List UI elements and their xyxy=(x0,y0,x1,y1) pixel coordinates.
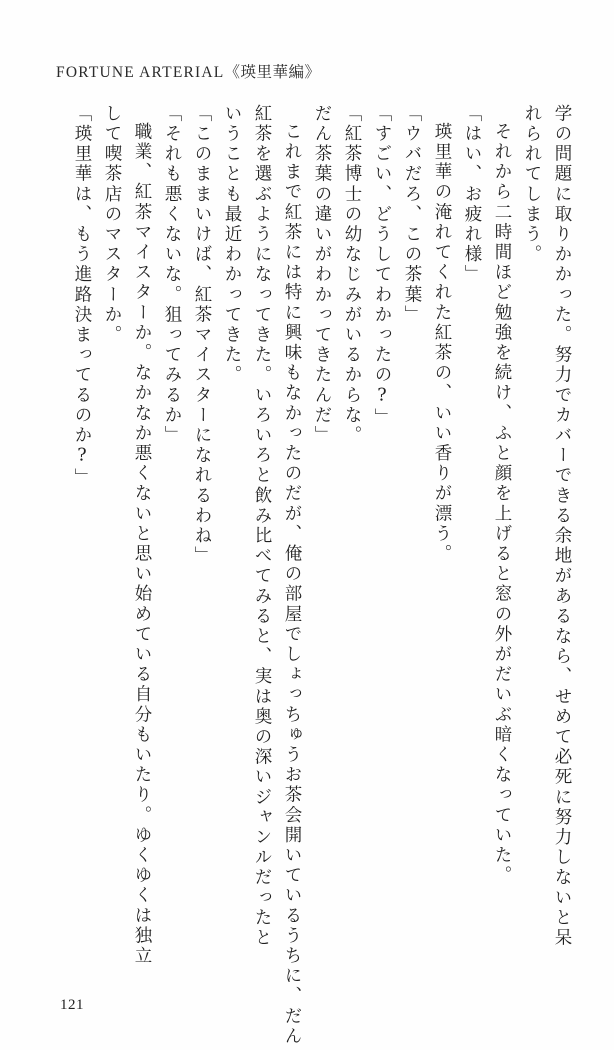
text-line: これまで紅茶には特に興味もなかったのだが、俺の部屋でしょっちゅうお茶会開いているうちに、だん xyxy=(282,122,302,1047)
text-line: 「はい、お疲れ様」 xyxy=(462,104,482,285)
text-line: 学の問題に取りかかった。努力でカバーできる余地があるなら、せめて必死に努力しないと呆 xyxy=(552,104,572,949)
volume-title: 《瑛里華編》 xyxy=(224,64,321,81)
text-line: 「それも悪くないな。狙ってみるか」 xyxy=(162,104,182,446)
text-line: 「瑛里華は、もう進路決まってるのか?」 xyxy=(72,104,92,489)
running-header xyxy=(56,60,320,82)
text-line: だん茶葉の違いがわかってきたんだ」 xyxy=(312,104,332,446)
series-title: FORTUNE ARTERIAL xyxy=(56,64,225,81)
text-line: いうことも最近わかってきた。 xyxy=(222,104,242,386)
page-number: 121 xyxy=(60,997,84,1013)
text-line: それから二時間ほど勉強を続け、ふと顔を上げると窓の外がだいぶ暗くなっていた。 xyxy=(492,122,512,886)
text-line: れられてしまう。 xyxy=(522,104,542,265)
text-line: 瑛里華の淹れてくれた紅茶の、いい香りが漂う。 xyxy=(432,122,452,565)
text-line: 職業、紅茶マイスターか。なかなか悪くないと思い始めている自分もいたり。ゆくゆくは独立 xyxy=(132,122,152,967)
text-line: 「紅茶博士の幼なじみがいるからな。 xyxy=(342,104,362,446)
text-line: 「このままいけば、紅茶マイスターになれるわね」 xyxy=(192,104,212,567)
text-line: 「すごい、どうしてわかったの?」 xyxy=(372,104,392,429)
text-line: して喫茶店のマスターか。 xyxy=(102,104,122,346)
text-line: 「ウバだろ、この茶葉」 xyxy=(402,104,422,326)
text-line: 紅茶を選ぶようになってきた。いろいろと飲み比べてみると、実は奥の深いジャンルだったと xyxy=(252,104,272,949)
